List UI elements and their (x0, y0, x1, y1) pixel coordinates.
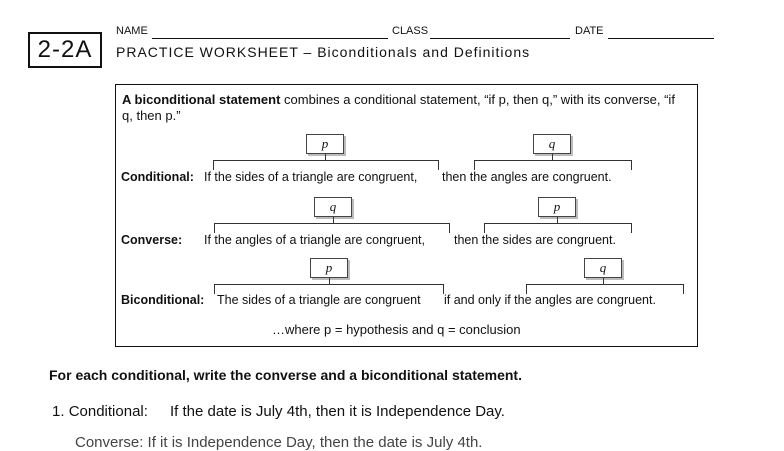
definition-intro (122, 92, 682, 124)
instructions: For each conditional, write the converse and a biconditional statement. (49, 367, 522, 383)
conditional-conclusion: then the angles are congruent. (442, 170, 612, 184)
bracket-hypothesis (213, 160, 439, 170)
question-1 (52, 403, 148, 420)
biconditional-label: Biconditional: (121, 293, 205, 307)
name-label: NAME (116, 25, 148, 37)
bracket-conclusion (474, 160, 632, 170)
biconditional-hypothesis: The sides of a triangle are congruent (217, 293, 421, 307)
intro-text: combines a conditional statement, “if p, then q,” with its converse, “if q, then p.” (122, 92, 675, 123)
tag-p-conditional: p (306, 134, 344, 154)
bracket-hypothesis (214, 223, 450, 233)
converse-label: Converse: (121, 233, 183, 247)
tag-p-biconditional: p (310, 258, 348, 278)
worksheet-title: PRACTICE WORKSHEET – Biconditionals and Definitions (116, 44, 531, 60)
bracket-conclusion (484, 223, 632, 233)
conditional-hypothesis: If the sides of a triangle are congruent, (204, 170, 418, 184)
name-line (152, 38, 388, 39)
date-line (608, 38, 714, 39)
tag-q-biconditional: q (584, 258, 622, 278)
date-label: DATE (575, 25, 604, 37)
converse-conclusion: then the sides are congruent. (454, 233, 616, 247)
conditional-label: Conditional: (121, 170, 194, 184)
converse-hypothesis: If the angles of a triangle are congruent, (204, 233, 425, 247)
question-1-text: If the date is July 4th, then it is Independence Day. (170, 403, 505, 420)
question-label: Conditional: (68, 403, 148, 420)
class-label: CLASS (392, 25, 429, 37)
question-2-partial: Converse: If it is Independence Day, then the date is July 4th. (75, 434, 483, 451)
class-line (430, 38, 570, 39)
lesson-number-box: 2-2A (28, 32, 102, 68)
biconditional-conclusion: if and only if the angles are congruent. (444, 293, 656, 307)
tag-p-converse: p (538, 197, 576, 217)
intro-bold-term: A biconditional statement (122, 92, 281, 107)
question-number: 1. (52, 403, 65, 420)
where-note: …where p = hypothesis and q = conclusion (272, 322, 521, 337)
tag-q-converse: q (314, 197, 352, 217)
tag-q-conditional: q (533, 134, 571, 154)
